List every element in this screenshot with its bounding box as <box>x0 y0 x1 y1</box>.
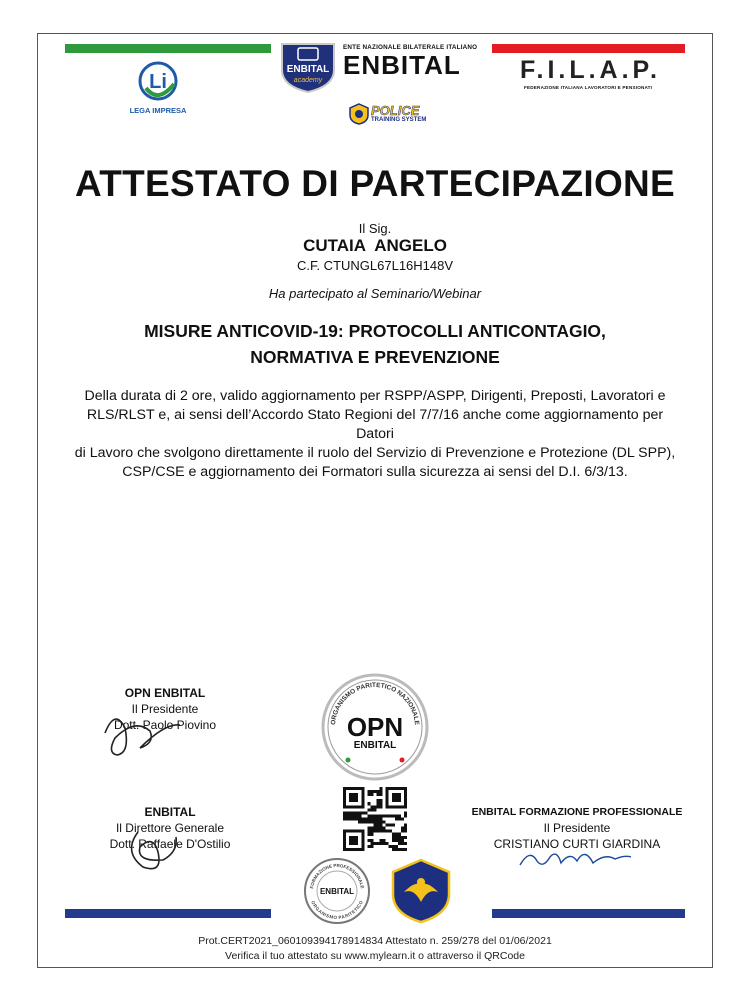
filap-name: F.I.L.A.P. <box>520 56 661 84</box>
participation-text: Ha partecipato al Seminario/Webinar <box>268 286 482 301</box>
opn-seal-sub: ENBITAL <box>353 740 397 751</box>
top-red-stripe <box>492 44 685 53</box>
enbital-person: Dott. Raffaele D'Ostilio <box>109 837 231 851</box>
certificate-title: ATTESTATO DI PARTECIPAZIONE <box>74 163 676 204</box>
course-description <box>72 387 678 482</box>
desc-line3: di Lavoro che svolgono direttamente il ruolo del Servizio di Prevenzione e Protezione (DL SPP), <box>74 445 676 461</box>
enbital-header-subtitle: ENTE NAZIONALE BILATERALE ITALIANO <box>343 44 478 51</box>
filap-subtitle: FEDERAZIONE ITALIANA LAVORATORI E PENSIONATI <box>524 85 653 90</box>
enbital-role: Il Direttore Generale <box>115 821 225 835</box>
desc-line1: Della durata di 2 ore, valido aggiornamento per RSPP/ASPP, Dirigenti, Preposti, Lavoratori e <box>84 388 666 404</box>
seal-ring-top: FORMAZIONE PROFESSIONALE <box>309 862 365 889</box>
enbital-academy-logo <box>278 40 338 94</box>
svg-text:Li: Li <box>149 71 167 93</box>
opn-seal-main: OPN <box>346 712 404 742</box>
enbital-formazione-seal <box>303 857 371 925</box>
bottom-left-stripe <box>65 909 271 918</box>
fiscal-code: C.F. CTUNGL67L16H148V <box>296 258 454 273</box>
lega-impresa-name: LEGA IMPRESA <box>129 106 187 115</box>
enbital-formazione-seal-icon <box>303 857 371 925</box>
svg-text:ENBITAL: ENBITAL <box>286 64 330 75</box>
opn-seal <box>320 672 430 782</box>
bottom-right-stripe <box>492 909 685 918</box>
footer-verify: Verifica il tuo attestato su www.mylearn.it o attraverso il QRCode <box>225 950 525 962</box>
formazione-org: ENBITAL FORMAZIONE PROFESSIONALE <box>471 806 683 818</box>
filap-logo <box>520 56 680 90</box>
desc-line4: CSP/CSE e aggiornamento dei Formatori sulla sicurezza ai sensi del D.I. 6/3/13. <box>122 464 628 480</box>
desc-line2: RLS/RLST e, ai sensi dell’Accordo Stato Regioni del 7/7/16 anche come aggiornamento per Datori <box>86 407 664 442</box>
lega-impresa-logo-icon <box>122 60 194 102</box>
formazione-person: CRISTIANO CURTI GIARDINA <box>493 837 661 851</box>
participant-name: CUTAIA ANGELO <box>303 236 447 255</box>
course-title-line2: NORMATIVA E PREVENZIONE <box>250 347 500 367</box>
salutation: Il Sig. <box>358 221 392 236</box>
lega-impresa-logo <box>122 60 194 115</box>
enbital-header-name: ENBITAL <box>343 50 461 80</box>
police-eagle-seal <box>390 858 452 924</box>
opn-org: OPN ENBITAL <box>124 686 206 700</box>
svg-text:academy: academy <box>293 77 323 84</box>
enbital-academy-shield-icon <box>278 40 338 94</box>
opn-seal-icon <box>320 672 430 782</box>
police-line1: POLICE <box>371 103 420 118</box>
enbital-handwritten-signature <box>118 822 193 877</box>
qr-code[interactable] <box>343 787 407 851</box>
enbital-org: ENBITAL <box>144 805 196 819</box>
footer-protocol: Prot.CERT2021_060109394178914834 Attestato n. 259/278 del 01/06/2021 <box>198 935 552 947</box>
top-green-stripe <box>65 44 271 53</box>
opn-role: Il Presidente <box>131 702 199 716</box>
enbital-header-logo <box>343 44 483 79</box>
opn-person: Dott. Paolo Piovino <box>113 718 217 732</box>
police-training-logo <box>349 103 427 127</box>
police-eagle-badge-icon <box>390 858 452 924</box>
formazione-handwritten-signature <box>515 843 635 873</box>
course-title-line1: MISURE ANTICOVID-19: PROTOCOLLI ANTICONTAGIO, <box>144 321 606 341</box>
police-line2: TRAINING SYSTEM <box>371 117 427 123</box>
opn-seal-ring-text: ORGANISMO PARITETICO NAZIONALE <box>329 681 420 726</box>
seal-ring-bottom: ORGANISMO PARITETICO <box>310 899 364 921</box>
police-badge-icon <box>349 103 369 125</box>
formazione-role: Il Presidente <box>543 821 611 835</box>
seal-main: ENBITAL <box>319 887 355 896</box>
opn-handwritten-signature <box>95 703 185 763</box>
